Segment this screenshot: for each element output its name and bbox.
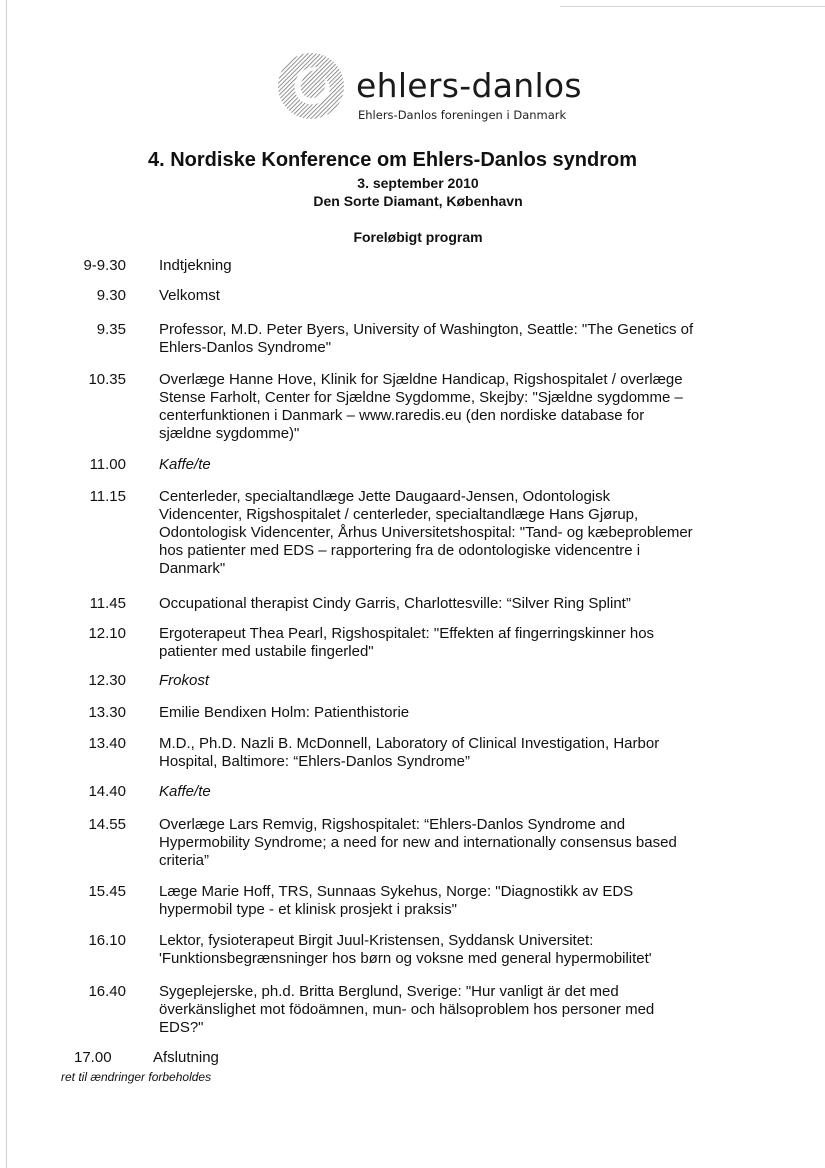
agenda-description: M.D., Ph.D. Nazli B. McDonnell, Laboratory of Clinical Investigation, Harbor Hospital, Baltimore: “Ehlers-Danlos Syndrome” — [159, 735, 660, 770]
logo — [276, 46, 596, 130]
agenda-description: Frokost — [159, 672, 210, 689]
agenda-time: 13.40 — [88, 735, 126, 752]
agenda-time: 11.45 — [89, 595, 126, 612]
agenda-time: 14.40 — [88, 783, 126, 800]
agenda-description: Professor, M.D. Peter Byers, University of Washington, Seattle: "The Genetics of Ehlers-Danlos Syndrome" — [159, 321, 694, 356]
footnote: ret til ændringer forbeholdes — [61, 1070, 212, 1084]
program-heading: Foreløbigt program — [353, 229, 483, 245]
logo-mark-icon — [276, 51, 346, 121]
agenda-description: Kaffe/te — [159, 456, 211, 473]
agenda-time: 12.10 — [88, 625, 126, 642]
agenda-time: 9.30 — [96, 287, 126, 304]
agenda-description: Overlæge Lars Remvig, Rigshospitalet: “Ehlers-Danlos Syndrome and Hypermobility Syndrome; a need for new and internationally consensus based criteria” — [159, 816, 677, 869]
agenda-description: Indtjekning — [159, 257, 232, 274]
agenda-time: 14.55 — [88, 816, 126, 833]
logo-subtitle: Ehlers-Danlos foreningen i Danmark — [358, 108, 567, 122]
agenda-description: Kaffe/te — [159, 783, 211, 800]
agenda-time: 15.45 — [88, 883, 126, 900]
document-title: 4. Nordiske Konference om Ehlers-Danlos syndrom — [148, 149, 638, 171]
agenda-description: Overlæge Hanne Hove, Klinik for Sjældne Handicap, Rigshospitalet / overlæge Stense Farholt, Center for Sjældne Sygdomme, Skejby: "Sjældne sygdomme – centerfunktionen i Danmark – www.raredis.eu (den nordiske database for sjældne sygdomme)" — [159, 371, 683, 442]
agenda-description: Emilie Bendixen Holm: Patienthistorie — [159, 704, 410, 721]
agenda-time: 11.15 — [89, 488, 126, 505]
agenda-description: Lektor, fysioterapeut Birgit Juul-Kristensen, Syddansk Universitet: 'Funktionsbegrænsninger hos børn og voksne med general hypermobilitet' — [159, 932, 652, 967]
agenda-time: 16.10 — [88, 932, 126, 949]
agenda-time: 12.30 — [88, 672, 126, 689]
agenda-time: 16.40 — [88, 983, 126, 1000]
agenda-description: Occupational therapist Cindy Garris, Charlottesville: “Silver Ring Splint” — [159, 595, 631, 612]
agenda-description: Sygeplejerske, ph.d. Britta Berglund, Sverige: "Hur vanligt är det med överkänslighet mot födoämnen, mun- och hälsoproblem hos personer med EDS?" — [159, 983, 655, 1036]
agenda-time: 9.35 — [96, 321, 126, 338]
agenda-description: Afslutning — [153, 1049, 219, 1066]
agenda-description: Læge Marie Hoff, TRS, Sunnaas Sykehus, Norge: "Diagnostikk av EDS hypermobil type - et klinisk prosjekt i praksis" — [159, 883, 634, 918]
logo-name: ehlers-danlos — [356, 66, 582, 105]
agenda-time: 10.35 — [88, 371, 126, 388]
agenda-description: Ergoterapeut Thea Pearl, Rigshospitalet: "Effekten af fingerringskinner hos patienter med ustabile fingerled" — [159, 625, 655, 660]
page-edge-top — [560, 6, 825, 7]
agenda-description: Centerleder, specialtandlæge Jette Daugaard-Jensen, Odontologisk Videncenter, Rigshospitalet / centerleder, specialtandlæge Hans Gjørup, Odontologisk Videncenter, Århus Universitetshospital: "Tand- og kæbeproblemer hos patienter med EDS – rapportering fra de odontologiske videncentre i Danmark" — [159, 488, 693, 577]
agenda-time: 9-9.30 — [83, 257, 126, 274]
agenda-time: 11.00 — [89, 456, 126, 473]
agenda-description: Velkomst — [159, 287, 220, 304]
conference-date: 3. september 2010 — [357, 175, 479, 191]
agenda-time: 17.00 — [74, 1049, 112, 1066]
conference-venue: Den Sorte Diamant, København — [313, 193, 523, 209]
agenda-time: 13.30 — [88, 704, 126, 721]
